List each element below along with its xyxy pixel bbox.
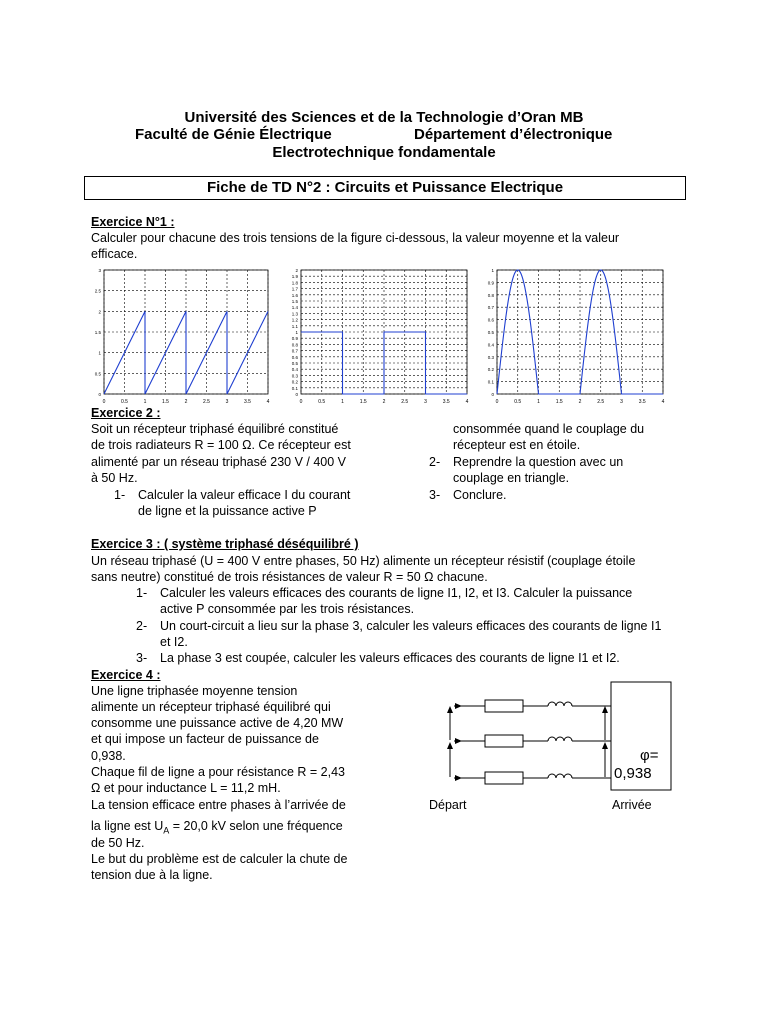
ex2-q1-num: 1- — [114, 488, 126, 502]
x-tick-label: 2.5 — [597, 399, 605, 405]
university-name: Université des Sciences et de la Technologie d’Oran MB — [184, 109, 584, 126]
y-tick-label: 0.7 — [487, 305, 494, 311]
ex2-heading: Exercice 2 : — [91, 406, 161, 420]
x-tick-label: 3 — [620, 399, 623, 405]
x-tick-label: 2 — [578, 399, 582, 405]
x-tick-label: 0.5 — [514, 399, 522, 405]
y-tick-label: 0.1 — [291, 385, 298, 391]
ex4-text: La tension efficace entre phases à l’arrivée de — [91, 798, 346, 812]
ex4-text: Le but du problème est de calculer la chute de — [91, 852, 348, 866]
ex2-text: de trois radiateurs R = 100 Ω. Ce récepteur est — [91, 438, 351, 452]
y-tick-label: 0.2 — [291, 379, 298, 385]
x-tick-label: 4 — [266, 399, 270, 405]
ex4-text: et qui impose un facteur de puissance de — [91, 732, 319, 746]
ex4-text: consomme une puissance active de 4,20 MW — [91, 716, 344, 730]
ex3-q1: Calculer les valeurs efficaces des courants de ligne I1, I2, et I3. Calculer la puissance — [160, 586, 633, 600]
x-tick-label: 4 — [465, 399, 469, 405]
ex3-q1: active P consommée par les trois résistances. — [160, 602, 415, 616]
x-tick-label: 2 — [184, 399, 188, 405]
phi-label: φ= — [640, 747, 659, 764]
ex2-text: alimenté par un réseau triphasé 230 V / 400 V — [91, 455, 347, 469]
ex2-q1: Calculer la valeur efficace I du courant — [138, 488, 351, 502]
chart-square — [287, 264, 469, 408]
y-tick-label: 0.4 — [291, 367, 298, 373]
line-circuit-diagram — [440, 678, 680, 798]
y-tick-label: 0.8 — [487, 292, 494, 298]
y-tick-label: 2 — [295, 268, 298, 273]
ex3-q1-num: 1- — [136, 586, 148, 600]
y-tick-label: 0.8 — [291, 342, 298, 348]
y-tick-label: 0.3 — [487, 354, 494, 360]
ex4-text: 0,938. — [91, 749, 126, 763]
y-tick-label: 1.4 — [291, 305, 298, 311]
ex4-ua-pre: la ligne est U — [91, 819, 164, 833]
ex2-q3-num: 3- — [429, 488, 441, 502]
x-tick-label: 0.5 — [318, 399, 326, 405]
y-tick-label: 0.5 — [94, 371, 101, 377]
y-tick-label: 1.6 — [291, 292, 298, 298]
ex2-q1-cont: consommée quand le couplage du — [453, 422, 645, 436]
course-name: Electrotechnique fondamentale — [272, 144, 496, 161]
y-tick-label: 0 — [491, 392, 494, 397]
x-tick-label: 0 — [102, 399, 106, 405]
ex3-q3-num: 3- — [136, 651, 148, 665]
x-tick-label: 0.5 — [121, 399, 128, 405]
ex2-q3: Conclure. — [453, 488, 507, 502]
ex4-ua-post: = 20,0 kV selon une fréquence — [169, 819, 343, 833]
ex3-q2: Un court-circuit a lieu sur la phase 3, calculer les valeurs efficaces des courants de ligne I1 — [160, 619, 662, 633]
y-tick-label: 0.1 — [487, 379, 494, 385]
x-tick-label: 3.5 — [442, 399, 450, 405]
y-tick-label: 0.5 — [487, 330, 494, 335]
y-tick-label: 1.8 — [291, 280, 298, 286]
y-tick-label: 1 — [295, 330, 298, 335]
ex4-text: Chaque fil de ligne a pour résistance R = 2,43 — [91, 765, 345, 779]
ex1-heading: Exercice N°1 : — [91, 215, 175, 229]
x-tick-label: 2.5 — [203, 399, 210, 405]
y-tick-label: 0 — [295, 392, 298, 397]
depart-label: Départ — [429, 798, 467, 812]
y-tick-label: 1.5 — [291, 299, 298, 304]
ex2-q2: Reprendre la question avec un — [453, 455, 624, 469]
x-tick-label: 2.5 — [401, 399, 409, 405]
ex1-text: Calculer pour chacune des trois tensions de la figure ci-dessous, la valeur moyenne et la valeur — [91, 231, 620, 245]
x-tick-label: 4 — [661, 399, 665, 405]
ex3-q2: et I2. — [160, 635, 188, 649]
ex4-text: Ω et pour inductance L = 11,2 mH. — [91, 781, 281, 795]
ex2-text: Soit un récepteur triphasé équilibré constitué — [91, 422, 339, 436]
chart-sawtooth — [90, 264, 270, 408]
ex2-q2-num: 2- — [429, 455, 441, 469]
y-tick-label: 1.3 — [291, 311, 298, 317]
x-tick-label: 1 — [537, 399, 540, 405]
y-tick-label: 0.7 — [291, 348, 298, 354]
phi-value: 0,938 — [614, 765, 652, 782]
y-tick-label: 1.9 — [291, 274, 298, 280]
arrivee-label: Arrivée — [612, 798, 652, 812]
x-tick-label: 1 — [143, 399, 147, 405]
y-tick-label: 1.7 — [291, 286, 298, 292]
y-tick-label: 2 — [98, 309, 101, 315]
x-tick-label: 1.5 — [555, 399, 563, 405]
ex3-heading: Exercice 3 : ( système triphasé déséquilibré ) — [91, 537, 359, 551]
y-tick-label: 0.2 — [487, 367, 494, 373]
x-tick-label: 2 — [382, 399, 386, 405]
ex3-text: Un réseau triphasé (U = 400 V entre phases, 50 Hz) alimente un récepteur résistif (couplage étoile — [91, 554, 636, 568]
y-tick-label: 0.5 — [291, 361, 298, 366]
x-tick-label: 1.5 — [162, 399, 169, 405]
y-tick-label: 1 — [491, 268, 494, 273]
x-tick-label: 0 — [495, 399, 499, 405]
y-tick-label: 3 — [98, 268, 101, 273]
y-tick-label: 0.6 — [291, 354, 298, 360]
y-tick-label: 1.2 — [291, 317, 298, 323]
ex4-text: Une ligne triphasée moyenne tension — [91, 684, 298, 698]
faculty-name: Faculté de Génie Électrique — [135, 126, 332, 143]
y-tick-label: 0.4 — [487, 342, 494, 348]
y-tick-label: 1 — [98, 350, 101, 356]
page-title: Fiche de TD N°2 : Circuits et Puissance Electrique — [84, 176, 686, 200]
y-tick-label: 0.9 — [487, 280, 494, 286]
ex3-q3: La phase 3 est coupée, calculer les valeurs efficaces des courants de ligne I1 et I2. — [160, 651, 620, 665]
y-tick-label: 0.3 — [291, 373, 298, 379]
ex2-q2: couplage en triangle. — [453, 471, 570, 485]
ex4-ua-sub: A — [163, 825, 170, 836]
x-tick-label: 3 — [225, 399, 229, 405]
chart-sine — [483, 264, 665, 408]
ex4-text: tension due à la ligne. — [91, 868, 213, 882]
ex1-text: efficace. — [91, 247, 138, 261]
y-tick-label: 2.5 — [94, 288, 101, 294]
ex3-text: sans neutre) constitué de trois résistances de valeur R = 50 Ω chacune. — [91, 570, 488, 584]
y-tick-label: 0 — [98, 392, 101, 397]
x-tick-label: 3 — [424, 399, 427, 405]
y-tick-label: 0.6 — [487, 317, 494, 323]
ex2-q1: de ligne et la puissance active P — [138, 504, 317, 518]
ex4-text: de 50 Hz. — [91, 836, 145, 850]
y-tick-label: 1.1 — [291, 323, 298, 329]
ex3-q2-num: 2- — [136, 619, 148, 633]
x-tick-label: 1.5 — [359, 399, 367, 405]
y-tick-label: 1.5 — [94, 330, 101, 335]
x-tick-label: 0 — [299, 399, 303, 405]
ex2-text: à 50 Hz. — [91, 471, 138, 485]
x-tick-label: 3.5 — [638, 399, 646, 405]
ex4-heading: Exercice 4 : — [91, 668, 161, 682]
department-name: Département d’électronique — [414, 126, 613, 143]
ex4-text: alimente un récepteur triphasé équilibré qui — [91, 700, 331, 714]
x-tick-label: 3.5 — [244, 399, 251, 405]
ex2-q1-cont: récepteur est en étoile. — [453, 438, 581, 452]
y-tick-label: 0.9 — [291, 336, 298, 342]
x-tick-label: 1 — [341, 399, 344, 405]
